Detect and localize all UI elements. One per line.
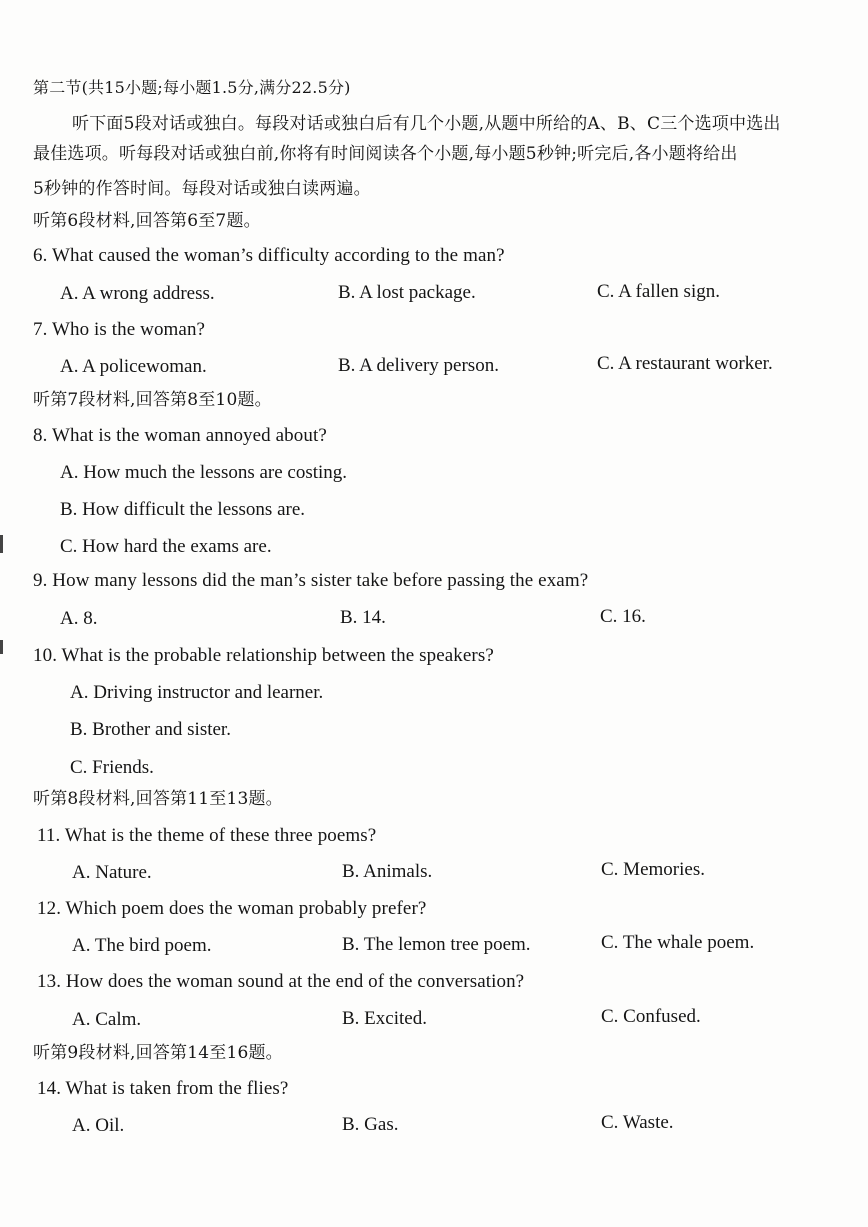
group-label-6-7: 听第6段材料,回答第6至7题。 <box>33 211 261 231</box>
question-9-option-b: B. 14. <box>340 607 386 628</box>
question-12-stem: 12. Which poem does the woman probably prefer? <box>37 898 427 919</box>
question-11-option-b: B. Animals. <box>342 861 433 882</box>
question-7-stem: 7. Who is the woman? <box>33 319 206 340</box>
section-header: 第二节(共15小题;每小题1.5分,满分22.5分) <box>33 78 351 97</box>
question-7-option-c: C. A restaurant worker. <box>597 353 773 374</box>
question-9-option-c: C. 16. <box>600 606 646 627</box>
instruction-line-1: 听下面5段对话或独白。每段对话或独白后有几个小题,从题中所给的A、B、C三个选项中选出 <box>72 114 781 134</box>
question-8-stem: 8. What is the woman annoyed about? <box>33 425 327 446</box>
question-11-option-c: C. Memories. <box>601 859 705 880</box>
question-10-option-b: B. Brother and sister. <box>70 719 231 740</box>
binding-mark <box>0 640 3 654</box>
instruction-line-3: 5秒钟的作答时间。每段对话或独白读两遍。 <box>33 179 371 199</box>
question-13-option-a: A. Calm. <box>72 1009 142 1030</box>
question-12-option-c: C. The whale poem. <box>601 932 755 953</box>
question-7-option-a: A. A policewoman. <box>60 356 207 377</box>
question-14-option-c: C. Waste. <box>601 1112 674 1133</box>
question-13-option-c: C. Confused. <box>601 1006 701 1027</box>
question-8-option-b: B. How difficult the lessons are. <box>60 499 306 520</box>
question-12-option-a: A. The bird poem. <box>72 935 212 956</box>
question-12-option-b: B. The lemon tree poem. <box>342 934 531 955</box>
binding-mark <box>0 535 3 553</box>
group-label-8-10: 听第7段材料,回答第8至10题。 <box>33 390 272 410</box>
question-10-option-c: C. Friends. <box>70 757 154 778</box>
question-9-stem: 9. How many lessons did the man’s sister take before passing the exam? <box>33 570 589 591</box>
question-11-stem: 11. What is the theme of these three poems? <box>37 825 377 846</box>
question-6-option-a: A. A wrong address. <box>60 283 215 304</box>
question-10-stem: 10. What is the probable relationship between the speakers? <box>33 645 494 666</box>
instruction-line-2: 最佳选项。听每段对话或独白前,你将有时间阅读各个小题,每小题5秒钟;听完后,各小题将给出 <box>33 144 738 164</box>
question-14-option-a: A. Oil. <box>72 1115 125 1136</box>
question-10-option-a: A. Driving instructor and learner. <box>70 682 324 703</box>
question-11-option-a: A. Nature. <box>72 862 152 883</box>
question-8-option-c: C. How hard the exams are. <box>60 536 272 557</box>
question-6-option-c: C. A fallen sign. <box>597 281 720 302</box>
group-label-14-16: 听第9段材料,回答第14至16题。 <box>33 1043 283 1063</box>
question-13-stem: 13. How does the woman sound at the end of the conversation? <box>37 971 525 992</box>
question-6-stem: 6. What caused the woman’s difficulty according to the man? <box>33 245 505 266</box>
question-8-option-a: A. How much the lessons are costing. <box>60 462 348 483</box>
question-6-option-b: B. A lost package. <box>338 282 476 303</box>
question-14-option-b: B. Gas. <box>342 1114 399 1135</box>
question-14-stem: 14. What is taken from the flies? <box>37 1078 289 1099</box>
question-7-option-b: B. A delivery person. <box>338 355 499 376</box>
group-label-11-13: 听第8段材料,回答第11至13题。 <box>33 789 283 809</box>
question-9-option-a: A. 8. <box>60 608 98 629</box>
question-13-option-b: B. Excited. <box>342 1008 427 1029</box>
